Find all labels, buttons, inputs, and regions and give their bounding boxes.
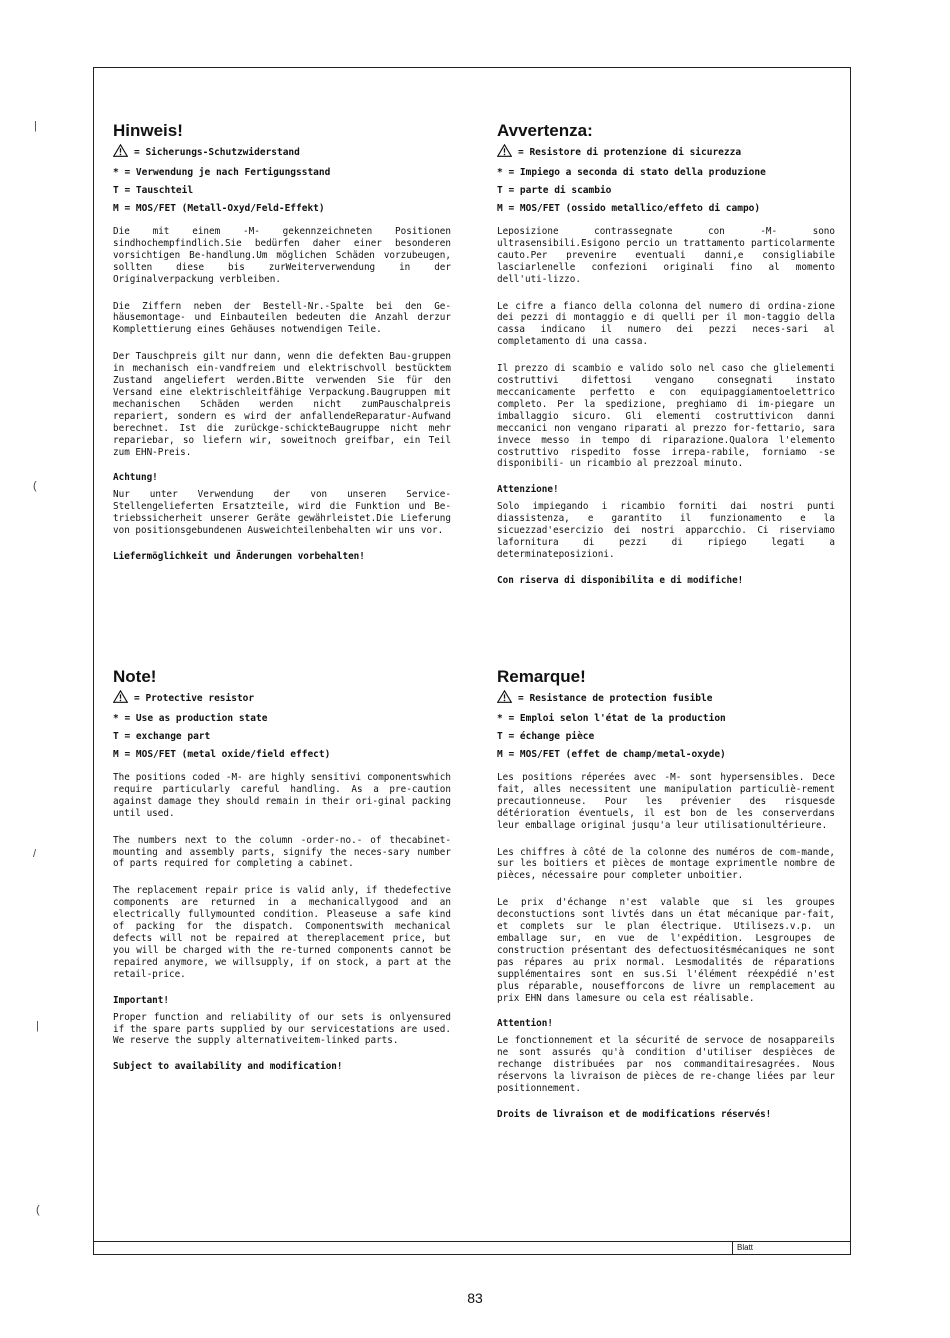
paragraph-p2 (497, 847, 835, 883)
text-line: modalités de réparations supplémentaires sont en sus. (497, 956, 835, 980)
text-line: Baugruppe nicht mehr repariebar, so liefern wir, soweit (113, 422, 451, 446)
text-line: Les chiffres à côté de la colonne des numéros de com- (497, 846, 802, 858)
text-line: Esigono percio un trattamento particolarmente cauto. (497, 237, 835, 261)
section-italian (497, 120, 835, 587)
text-line: triebssicherheit unserer Geräte gewährleistet. (113, 513, 377, 525)
text-line: de détérioration éventuels, il est bon de les conserver (497, 795, 835, 819)
text-line: taggio della cassa indicano il numero dei pezzi neces- (497, 312, 835, 336)
text-line: elettrico completo. Per la spedizione, preghiamo di im- (497, 386, 835, 410)
text-line: ce fait, alles necessitent une manipulation particuliè- (497, 772, 835, 795)
legend-m: M = MOS/FET (Metall-Oxyd/Feld-Effekt) (113, 203, 325, 214)
text-line: leitfähige Verpackung. (245, 386, 371, 398)
paragraph-p1 (497, 226, 835, 286)
paragraph-p2 (113, 835, 451, 871)
text-line: turned components cannot be repaired anymore, we will (113, 944, 451, 968)
legend-warn-text: = Resistance de protection fusible (518, 693, 713, 704)
closing-note: Subject to availability and modification! (113, 1061, 343, 1073)
legend-warn-text: = Resistore di protenzione di sicurezza (518, 147, 742, 158)
text-line: Qualora l'elemento costruttivo rispedito fosse irrepa- (497, 434, 835, 458)
warning-triangle-icon (113, 149, 128, 160)
text-line: s.v.p. un emballage sur, en vue de l'expédition. Les (497, 921, 835, 944)
margin-mark: | (36, 1020, 39, 1032)
subheading: Achtung! (113, 472, 158, 484)
text-line: constuctions sont livtés dans un état mécanique par- (508, 909, 807, 921)
section-heading: Note! (113, 667, 157, 686)
paragraph-p1 (497, 772, 835, 832)
text-line: voll bestücktem Zustand angeliefert werden. (113, 363, 451, 387)
text-line: boitier. (698, 870, 744, 882)
text-line: Leposizione contrassegnate con -M- sono ultrasensibili. (497, 226, 835, 249)
margin-mark: | (34, 120, 37, 132)
page-number: 83 (467, 1290, 483, 1306)
subheading: Attenzione! (497, 484, 559, 496)
margin-mark: ( (36, 1204, 40, 1216)
text-line: rement precautionneuse. Pour les prévenier des risques (497, 783, 835, 807)
text-line: sari al completamento di una cassa. (497, 324, 835, 348)
text-line: ultérieure. (765, 819, 828, 831)
text-line: noch greifbar, ein Teil zum EHN-Preis. (113, 434, 451, 458)
paragraph-p4 (497, 501, 835, 561)
text-line: al minuto. (687, 458, 744, 470)
text-line: supply, if on stock, a part at the retail-price. (113, 956, 451, 980)
text-line: agrées. Nous réservons la livraison de pièces de re- (497, 1059, 835, 1083)
text-line: Les positions réperées avec -M- sont hypersensibles. De (497, 772, 824, 783)
text-line: Die mit einem -M- gekennzeichneten Positionen sind (113, 226, 451, 249)
text-line: gruppen in mechanisch ein-vandfreiem und elektrisch (113, 351, 451, 375)
paragraph-p4 (497, 1035, 835, 1095)
text-line: assistenza, e garantito il funzionamento e la sicuezza (497, 513, 835, 537)
text-line: mécaniques ne sont pas répares au prix normal. Les (497, 944, 835, 968)
text-line: Solo impiegando i ricambio forniti dai nostri punti di (497, 501, 835, 525)
closing-note: Droits de livraison et de modifications réservés! (497, 1108, 772, 1120)
text-line: dans leur emballage original jusqu'a leur utilisation (497, 807, 835, 831)
legend-warn (113, 144, 451, 164)
text-line: cabinet-mounting and assembly parts, signify the neces- (113, 834, 451, 858)
text-line: appareils ne sont assurés qu'à condition d'utiliser des (497, 1035, 835, 1059)
text-line: lizzo. (547, 273, 581, 285)
paragraph-p4 (113, 1012, 451, 1048)
legend-t: T = échange pièce (497, 731, 595, 742)
paragraph-p3 (497, 363, 835, 470)
text-line: Der Tauschpreis gilt nur dann, wenn die defekten Bau- (113, 351, 412, 363)
legend-star: * = Use as production state (113, 713, 268, 724)
legend-star: * = Emploi selon l'état de la production (497, 713, 726, 724)
legend-t: T = parte di scambio (497, 185, 612, 196)
text-line: ensured if the spare parts supplied by our service (113, 1011, 451, 1035)
text-line: efforcons de livre un remplacement au prix EHN dans la (497, 980, 835, 1004)
text-line: pièces de rechange distribuées par nos commanditaires (497, 1047, 836, 1071)
text-line: fait, et complets sur le plan électrique. Utilisez (497, 909, 835, 933)
text-line: caution against damage they should remain in their ori- (113, 783, 451, 807)
text-line: zur Komplettierung eines Gehäuses notwendigen Teile. (113, 312, 451, 336)
legend-m: M = MOS/FET (metal oxide/field effect) (113, 749, 331, 760)
text-line: The replacement repair price is valid anly, if the (113, 885, 401, 897)
text-line: handlung. (205, 249, 257, 261)
margin-mark: ( (33, 480, 37, 492)
text-line: häusemontage- und Einbauteilen bedeuten die Anzahl der (113, 312, 435, 324)
text-line: Per prevenire eventuali danni,e consigliabile lasciarle (497, 249, 835, 273)
warning-triangle-icon (497, 149, 512, 160)
text-line: change liées par leur positionnement. (497, 1071, 835, 1095)
text-line: Proper function and reliability of our sets is only (113, 1011, 412, 1023)
text-line: Nur unter Verwendung der von unseren Service-Stellen (113, 489, 451, 513)
legend-warn (497, 690, 835, 710)
text-line: good and an electrically fullymounted condition. Please (113, 897, 451, 921)
paragraph-p2 (113, 301, 451, 337)
section-french (497, 666, 835, 1121)
legend-warn (497, 144, 835, 164)
text-line: Baugruppen mit mechanischen Schäden werden nicht zum (113, 386, 451, 410)
text-line: fornitura di pezzi di ripiego legati a determinate (497, 537, 835, 560)
margin-mark: / (33, 848, 37, 860)
text-line: which require particularly careful handling. As a pre- (113, 772, 451, 795)
text-line: The positions coded -M- are highly sensitivi components (113, 772, 423, 783)
text-line: fettario, sara invece messo in tempo di riparazione. (497, 422, 835, 446)
paragraph-p1 (113, 226, 451, 286)
paragraph-p3 (113, 351, 451, 458)
legend-warn-text: = Sicherungs-Schutzwiderstand (134, 147, 300, 158)
paragraph-p3 (497, 897, 835, 1004)
subheading: Attention! (497, 1018, 553, 1030)
closing-note: Liefermöglichkeit und Änderungen vorbehalten! (113, 551, 365, 563)
text-line: mesure ou cela est réalisable. (586, 992, 755, 1004)
legend-star: * = Impiego a seconda di stato della produzione (497, 167, 766, 178)
section-heading: Hinweis! (113, 121, 183, 140)
text-line: Weiterverwendung in der Originalverpackung verbleiben. (113, 261, 451, 285)
legend-warn-text: = Protective resistor (134, 693, 255, 704)
text-line: Le prix d'échange n'est valable que si les groupes de (497, 897, 835, 921)
text-line: d'esercizio dei nostri apparcchio. Ci riserviamo la (497, 525, 835, 549)
legend-t: T = exchange part (113, 731, 211, 742)
text-line: defective components are returned in a mechanically (113, 885, 451, 909)
footer-label: Blatt (732, 1241, 851, 1255)
section-heading: Avvertenza: (497, 121, 593, 140)
text-line: zione dei pezzi di montaggio e di quelli per il mon- (497, 300, 835, 324)
section-english (113, 666, 451, 1073)
legend-m: M = MOS/FET (effet de champ/metal-oxyde) (497, 749, 726, 760)
text-line: use a safe kind of packing for the dispatch. Components (113, 909, 451, 933)
paragraph-p3 (113, 885, 451, 980)
paragraph-p2 (497, 301, 835, 349)
text-line: gelieferten Ersatzteile, wird die Funktion und Be- (152, 501, 451, 513)
text-line: with mechanical defects will not be repaired at the (113, 921, 451, 944)
text-line: Le cifre a fianco della colonna del numero di ordina- (497, 300, 807, 312)
text-line: elementi costruttivi difettosi vengano consegnati in (497, 363, 835, 387)
text-line: ginal packing until used. (113, 795, 452, 819)
text-line: Si l'élément réexpédié n'est plus réparable, nous (497, 968, 835, 992)
subheading: Important! (113, 994, 169, 1006)
text-line: replacement price, but you will be charged with the re- (113, 932, 452, 956)
text-line: posizioni. (558, 548, 615, 560)
closing-note: Con riserva di disponibilita e di modifiche! (497, 574, 744, 586)
warning-triangle-icon (113, 695, 128, 706)
text-line: sary number of parts required for completing a cabinet. (113, 846, 451, 870)
text-line: groupes de construction présentant des defectuosités (497, 932, 835, 956)
text-line: The numbers next to the column -order-no.- of the (113, 834, 407, 846)
text-line: Um möglichen Schäden vorzubeugen, sollten diese bis zur (113, 249, 451, 273)
text-line: stations are used. We reserve the supply alternative (113, 1023, 451, 1047)
section-heading: Remarque! (497, 667, 586, 686)
legend-warn (113, 690, 451, 710)
text-line: mande, sur les boitiers et pièces de montage expriment (497, 846, 835, 870)
text-line: nelle confezioni originali fino al momento dell'uti- (497, 261, 835, 285)
text-line: hochempfindlich. (135, 237, 225, 249)
text-line: stato meccanicamente perfetto e con equipaggiamento (497, 375, 835, 398)
text-line: Pauschalpreis repariert, sondern es wird der anfallende (113, 398, 451, 422)
text-line: Die Ziffern neben der Bestell-Nr.-Spalte bei den Ge- (113, 300, 451, 312)
text-line: Reparatur-Aufwand berechnet. Ist die zurückge-schickte (113, 410, 451, 434)
text-line: behalten wir uns vor. (325, 525, 444, 537)
paragraph-p1 (113, 772, 451, 820)
text-line: Le fonctionnement et la sécurité de servoce de nos (497, 1035, 785, 1047)
text-line: le nombre de pièces, nécessaire pour completer un (497, 858, 835, 882)
text-line: Sie bedürfen daher einer besonderen vorsichtigen Be- (113, 237, 451, 261)
legend-star: * = Verwendung je nach Fertigungsstand (113, 167, 331, 178)
section-german (113, 120, 451, 563)
warning-triangle-icon (497, 695, 512, 706)
paragraph-p4 (113, 489, 451, 537)
text-line: con danni meccanici non vengano riparati al prezzo for- (497, 410, 836, 434)
legend-m: M = MOS/FET (ossido metallico/effeto di campo) (497, 203, 761, 214)
text-line: Il prezzo di scambio e valido solo nel caso che gli (497, 363, 791, 375)
text-line: rabile, forniamo -se disponibili- un ricambio al prezzo (497, 446, 836, 470)
text-line: item-linked parts. (297, 1035, 399, 1047)
text-line: Die Lieferung von positionsgebundenen Ausweichteilen (113, 513, 451, 537)
legend-t: T = Tauschteil (113, 185, 194, 196)
text-line: Bitte verwenden Sie für den Versand eine elektrisch (113, 375, 452, 398)
text-line: piegare un imballaggio sicuro. Gli elementi costruttivi (497, 398, 835, 422)
